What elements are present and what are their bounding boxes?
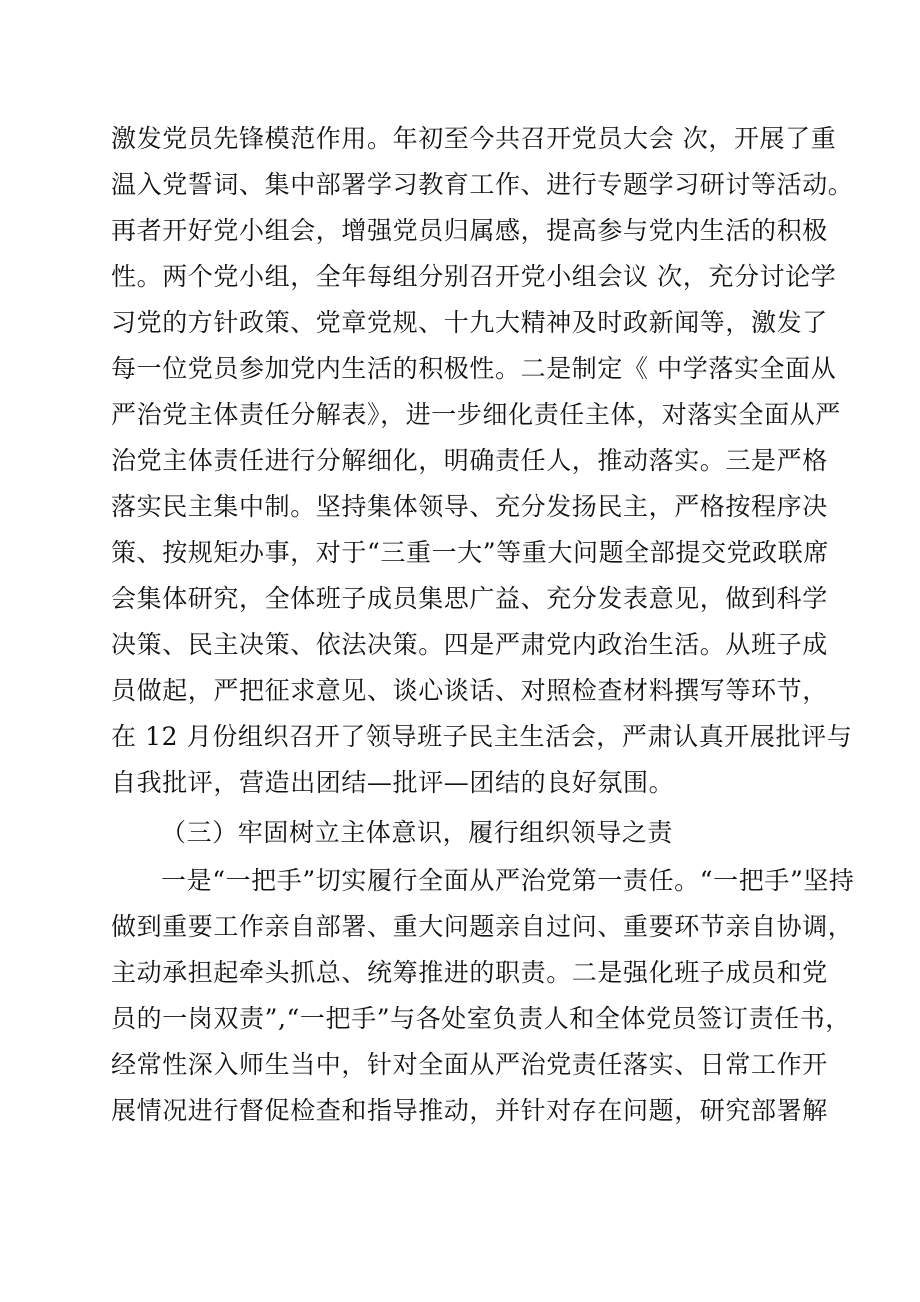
paragraph-line: 严治党主体责任分解表》，进一步细化责任主体，对落实全面从严	[111, 400, 841, 429]
paragraph-line: 展情况进行督促检查和指导推动，并针对存在问题，研究部署解	[111, 1096, 828, 1125]
paragraph-line: 策、按规矩办事，对于“三重一大”等重大问题全部提交党政联席	[111, 538, 829, 567]
paragraph-line: 一是“一把手”切实履行全面从严治党第一责任。“一把手”坚持	[161, 866, 855, 895]
paragraph-line: 每一位党员参加党内生活的积极性。二是制定《 中学落实全面从	[111, 354, 837, 383]
paragraph-line: 温入党誓词、集中部署学习教育工作、进行专题学习研讨等活动。	[111, 170, 854, 199]
paragraph-line: 激发党员先锋模范作用。年初至今共召开党员大会 次，开展了重	[111, 124, 837, 153]
paragraph-line: 会集体研究，全体班子成员集思广益、充分发表意见，做到科学	[111, 584, 828, 613]
paragraph-line: 性。两个党小组，全年每组分别召开党小组会议 次，充分讨论学	[111, 262, 837, 291]
paragraph-line: 做到重要工作亲自部署、重大问题亲自过问、重要环节亲自协调，	[111, 912, 854, 941]
paragraph-line: 员的一岗双责”,“一把手”与各处室负责人和全体党员签订责任书，	[111, 1004, 851, 1033]
paragraph-line: 员做起，严把征求意见、谈心谈话、对照检查材料撰写等环节，	[111, 676, 828, 705]
paragraph-line: 再者开好党小组会，增强党员归属感，提高参与党内生活的积极	[111, 216, 828, 245]
paragraph-line: 经常性深入师生当中，针对全面从严治党责任落实、日常工作开	[111, 1050, 828, 1079]
paragraph-line: 决策、民主决策、依法决策。四是严肃党内政治生活。从班子成	[111, 630, 828, 659]
paragraph-line: 落实民主集中制。坚持集体领导、充分发扬民主，严格按程序决	[111, 492, 828, 521]
paragraph-line: 主动承担起牵头抓总、统筹推进的职责。二是强化班子成员和党	[111, 958, 828, 987]
paragraph-line: 自我批评，营造出团结—批评—团结的良好氛围。	[111, 768, 675, 797]
section-heading: （三）牢固树立主体意识，履行组织领导之责	[161, 818, 674, 847]
paragraph-line: 习党的方针政策、党章党规、十九大精神及时政新闻等，激发了	[111, 308, 828, 337]
paragraph-line: 在 12 月份组织召开了领导班子民主生活会，严肃认真开展批评与	[111, 722, 853, 751]
paragraph-line: 治党主体责任进行分解细化，明确责任人，推动落实。三是严格	[111, 446, 828, 475]
